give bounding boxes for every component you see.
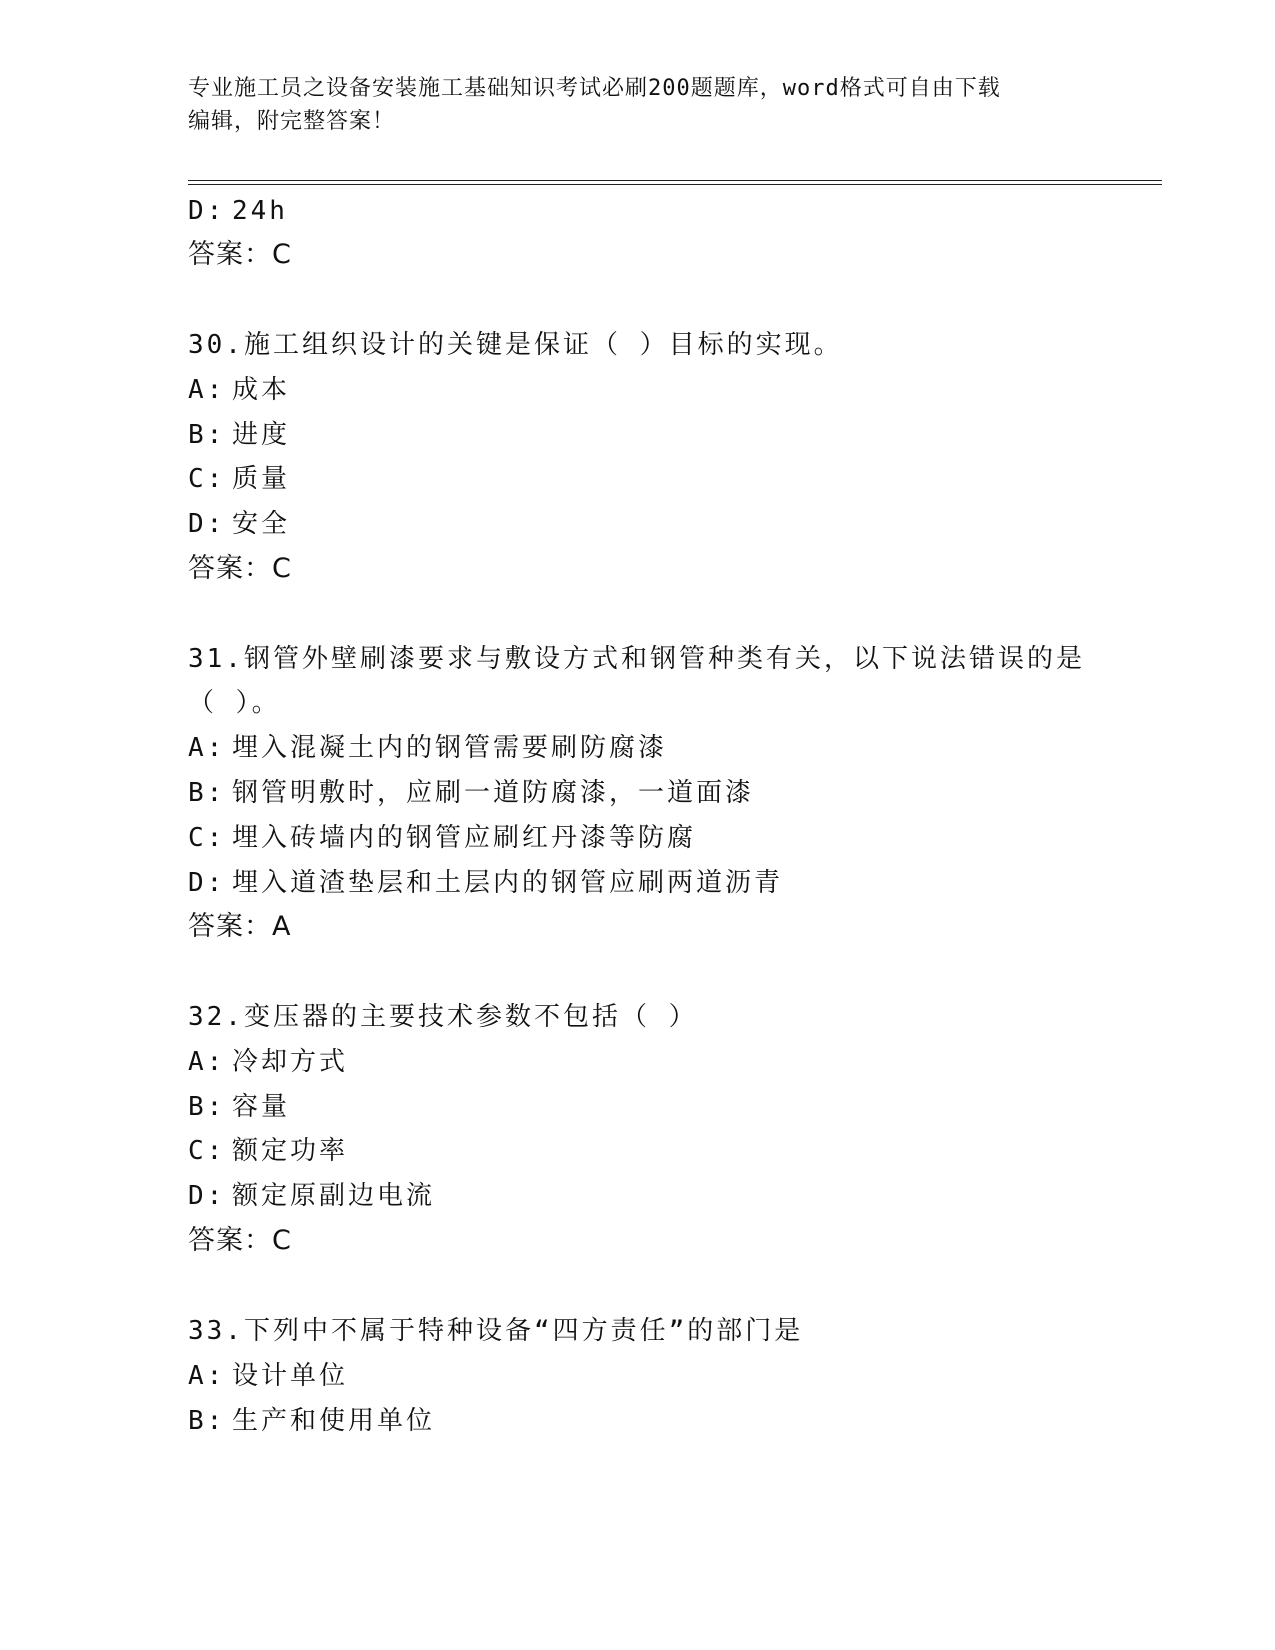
option-b: B: 生产和使用单位 xyxy=(188,1406,436,1436)
question-stem: 33.下列中不属于特种设备“四方责任”的部门是 xyxy=(188,1316,804,1346)
option-a: A: 设计单位 xyxy=(188,1361,349,1391)
option-c: C: 额定功率 xyxy=(188,1136,349,1166)
option-d: D: 24h xyxy=(188,196,288,226)
header-divider-second xyxy=(188,184,1162,185)
option-b: B: 进度 xyxy=(188,420,291,450)
option-d: D: 埋入道渣垫层和土层内的钢管应刷两道沥青 xyxy=(188,868,784,898)
option-a: A: 冷却方式 xyxy=(188,1047,349,1077)
question-stem: 31.钢管外壁刷漆要求与敷设方式和钢管种类有关，以下说法错误的是 xyxy=(188,644,1085,674)
document-header xyxy=(188,72,1088,138)
answer: 答案：C xyxy=(188,553,292,584)
option-a: A: 成本 xyxy=(188,375,291,405)
question-stem-continuation: （ ）。 xyxy=(188,688,281,718)
option-c: C: 质量 xyxy=(188,464,291,494)
header-divider xyxy=(188,180,1162,181)
question-stem: 30.施工组织设计的关键是保证（ ）目标的实现。 xyxy=(188,330,843,360)
answer: 答案：A xyxy=(188,911,292,942)
answer: 答案：C xyxy=(188,239,292,270)
option-b: B: 钢管明敷时，应刷一道防腐漆，一道面漆 xyxy=(188,778,755,808)
answer: 答案：C xyxy=(188,1225,292,1256)
option-c: C: 埋入砖墙内的钢管应刷红丹漆等防腐 xyxy=(188,823,697,853)
header-line-1: 专业施工员之设备安装施工基础知识考试必刷200题题库，word格式可自由下载 xyxy=(188,76,1001,101)
option-d: D: 安全 xyxy=(188,509,291,539)
header-line-2: 编辑，附完整答案！ xyxy=(188,109,396,134)
question-stem: 32.变压器的主要技术参数不包括（ ） xyxy=(188,1002,698,1032)
option-d: D: 额定原副边电流 xyxy=(188,1181,436,1211)
option-b: B: 容量 xyxy=(188,1092,291,1122)
option-a: A: 埋入混凝土内的钢管需要刷防腐漆 xyxy=(188,733,668,763)
